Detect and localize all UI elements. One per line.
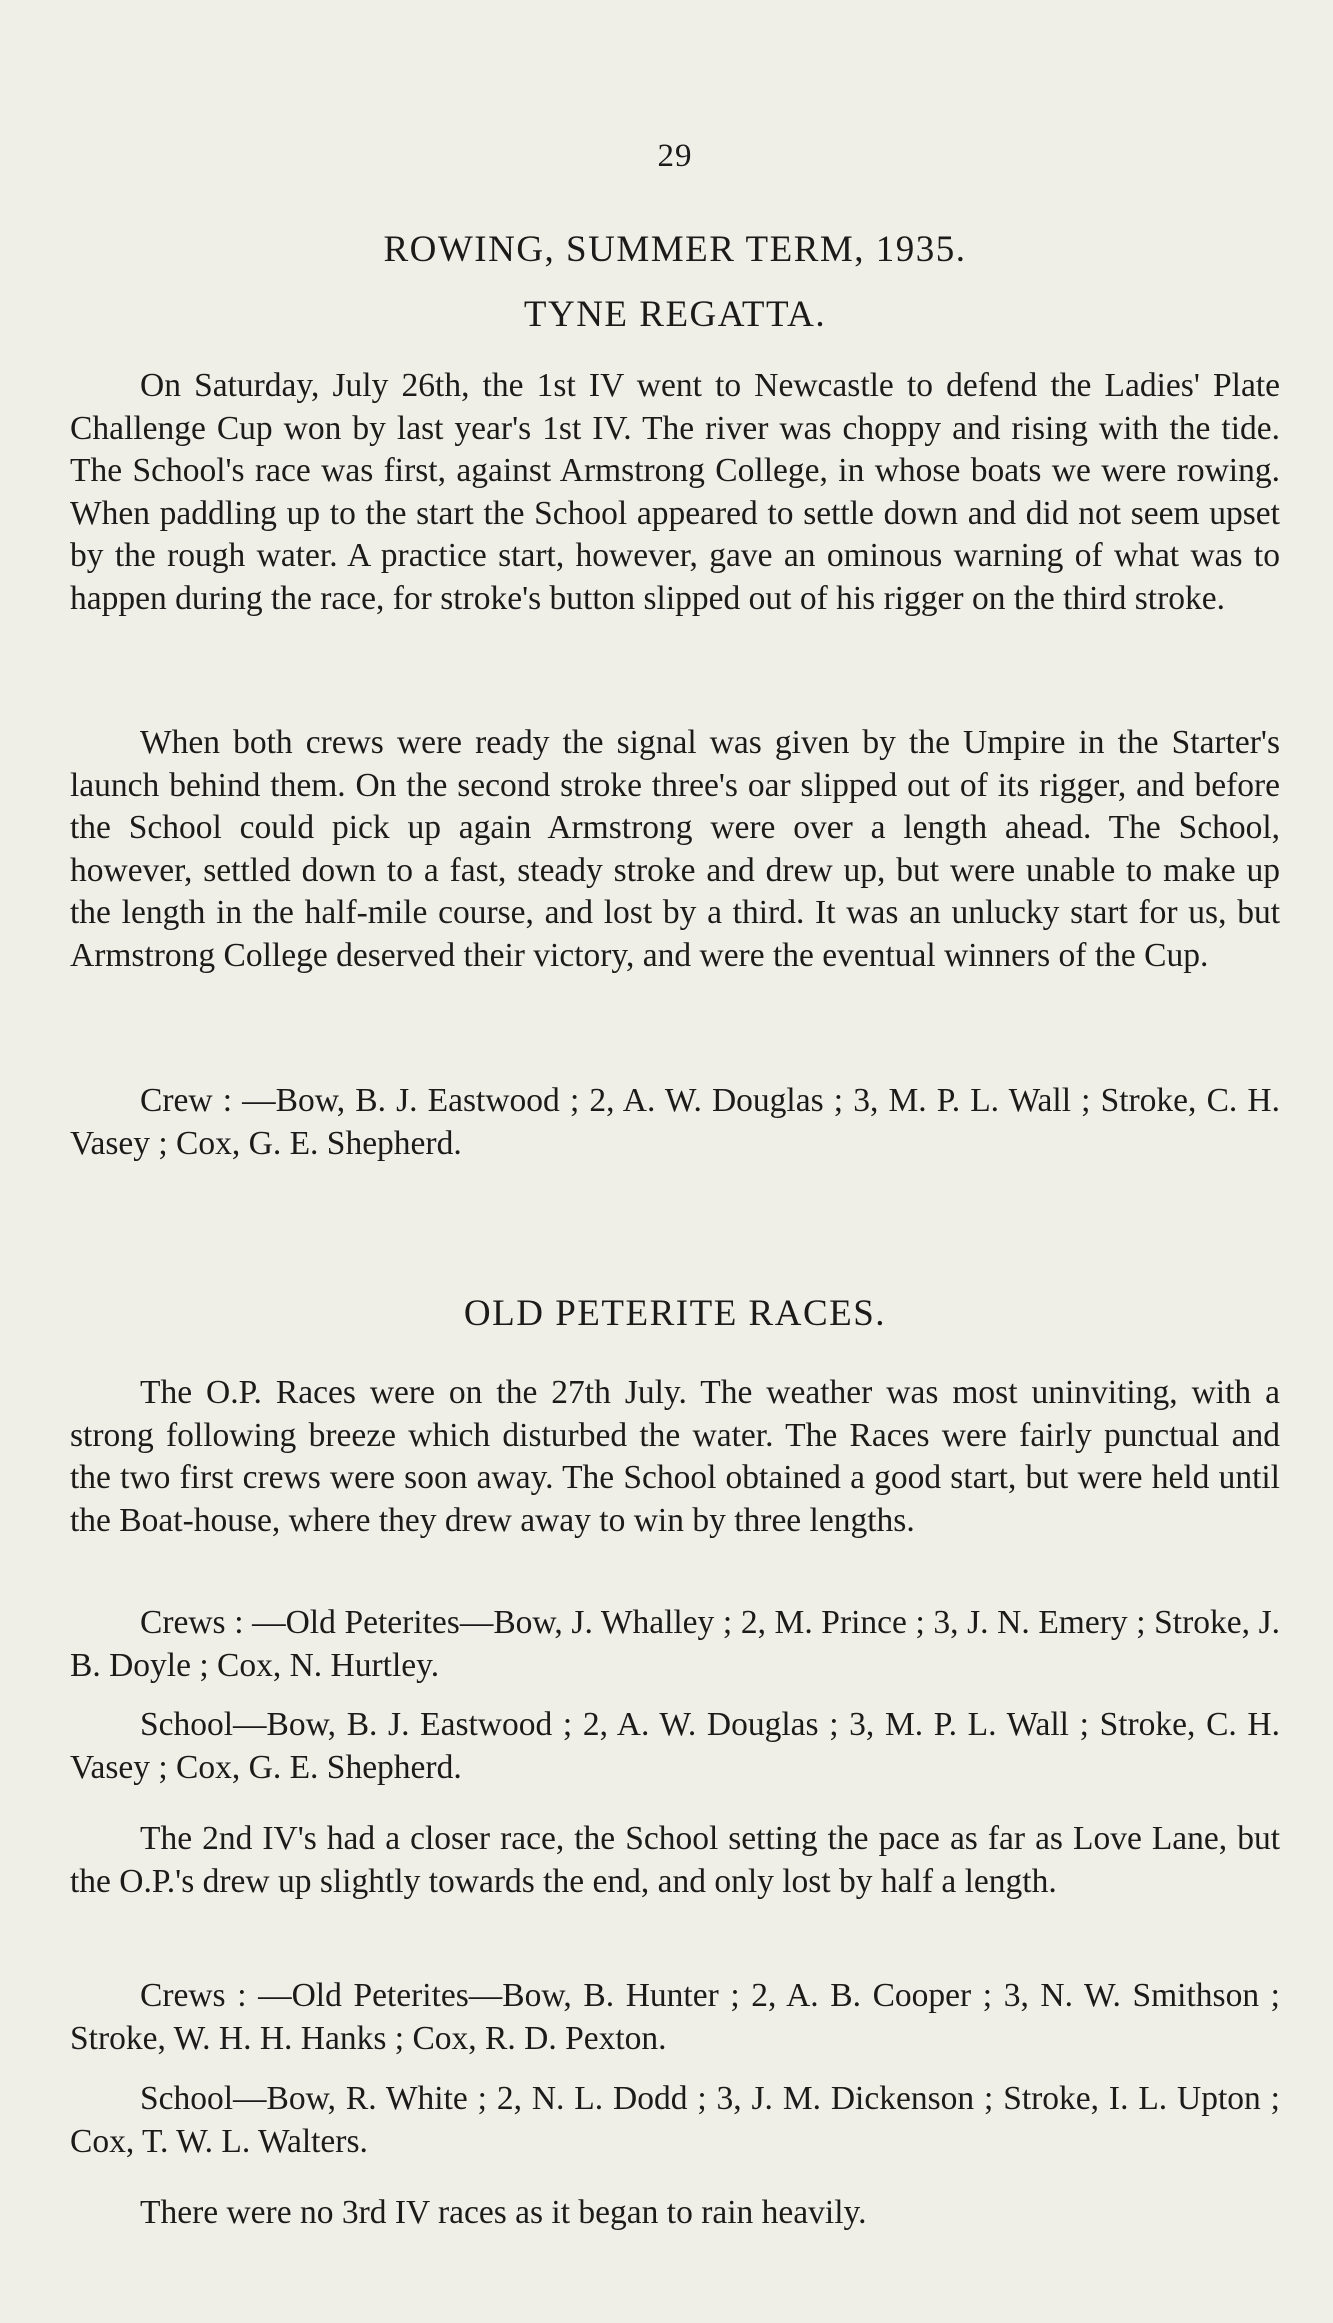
paragraph-regatta-crew: Crew : —Bow, B. J. Eastwood ; 2, A. W. Douglas ; 3, M. P. L. Wall ; Stroke, C. H. Vasey ; Cox, G. E. Shepherd. [70,1082,1280,1162]
page-number: 29 [657,138,693,174]
paragraph-op-crews-second: Crews : —Old Peterites—Bow, B. Hunter ; 2, A. B. Cooper ; 3, N. W. Smithson ; Stroke, W. H. H. Hanks ; Cox, R. D. Pexton. [70,1977,1280,2057]
section-title-old-peterite-races: OLD PETERITE RACES. [463,1293,887,1334]
paragraph-school-crew-second: School—Bow, R. White ; 2, N. L. Dodd ; 3, J. M. Dickenson ; Stroke, I. L. Upton ; Cox, T. W. L. Walters. [70,2080,1280,2160]
section-subtitle-tyne-regatta: TYNE REGATTA. [523,294,827,335]
paragraph-op-crews-first: Crews : —Old Peterites—Bow, J. Whalley ; 2, M. Prince ; 3, J. N. Emery ; Stroke, J. B. Doyle ; Cox, N. Hurtley. [70,1604,1280,1684]
section-title-rowing: ROWING, SUMMER TERM, 1935. [383,229,967,270]
paragraph-regatta-race: When both crews were ready the signal was given by the Umpire in the Starter's launch behind them. On the second stroke three's oar slipped out of its rigger, and before the School could pick up again Armstrong were over a length ahead. The School, however, settled down to a fast, steady stroke and drew up, but were unable to make up the length in the half-mile course, and lost by a third. It was an unlucky start for us, but Armstrong College deserved their victory, and were the eventual winners of the Cup. [70,724,1280,974]
paragraph-regatta-intro: On Saturday, July 26th, the 1st IV went to Newcastle to defend the Ladies' Plate Challenge Cup won by last year's 1st IV. The river was choppy and rising with the tide. The School's race was first, against Armstrong College, in whose boats we were rowing. When paddling up to the start the School appeared to settle down and did not seem upset by the rough water. A practice start, however, gave an ominous warning of what was to happen during the race, for stroke's button slipped out of his rigger on the third stroke. [70,367,1280,617]
paragraph-op-races-intro: The O.P. Races were on the 27th July. The weather was most uninviting, with a strong following breeze which disturbed the water. The Races were fairly punctual and the two first crews were soon away. The School obtained a good start, but were held until the Boat-house, where they drew away to win by three lengths. [70,1374,1280,1539]
paragraph-second-fours: The 2nd IV's had a closer race, the School setting the pace as far as Love Lane, but the O.P.'s drew up slightly towards the end, and only lost by half a length. [70,1820,1280,1900]
paragraph-school-crew-first: School—Bow, B. J. Eastwood ; 2, A. W. Douglas ; 3, M. P. L. Wall ; Stroke, C. H. Vasey ; Cox, G. E. Shepherd. [70,1706,1280,1786]
document-page [70,0,1280,2323]
paragraph-third-fours-note: There were no 3rd IV races as it began to rain heavily. [140,2194,867,2231]
